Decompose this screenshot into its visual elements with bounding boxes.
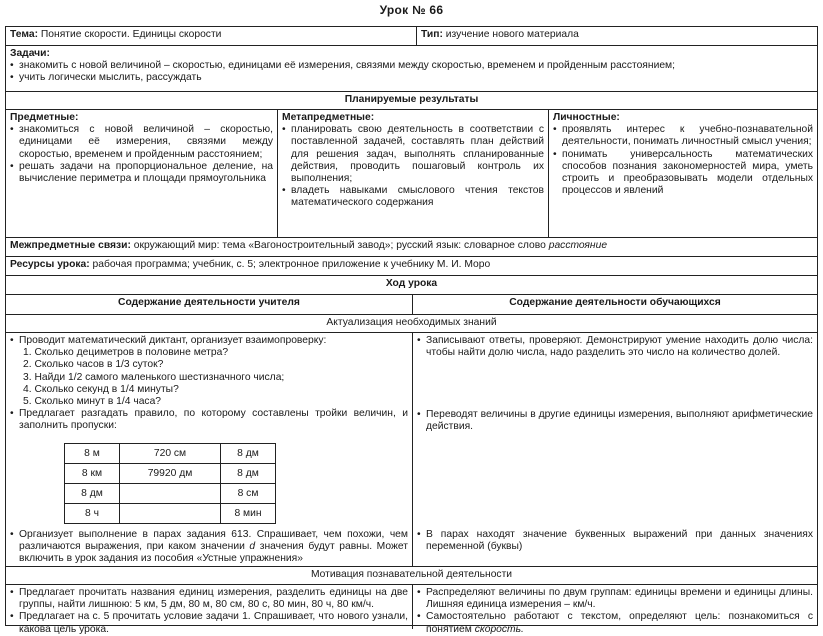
meta-item: • планировать свою деятельность в соответствии с поставленной задачей, составлять план действий для решения задач, выполнять спланированные действия, проводить пошаговый контроль их выполнения; (282, 124, 544, 185)
lesson-title: Урок № 66 (379, 3, 444, 17)
stage1-heading-row (6, 315, 817, 333)
type-value: изучение нового материала (445, 29, 579, 40)
table-cell: 8 дм (221, 464, 276, 484)
student-column-header: Содержание деятельности обучающихся (412, 295, 817, 314)
meta-label: Метапредметные: (282, 112, 375, 123)
table-cell: 8 м (65, 444, 120, 464)
student-activity: • Записывают ответы, проверяют. Демонстрируют умение находить долю числа: чтобы найти долю числа, надо разделить это число на количество долей. (417, 335, 813, 359)
planned-results-heading: Планируемые результаты (344, 94, 479, 105)
student-activity: • Самостоятельно работают с текстом, определяют цель: познакомиться с понятием скорость. (417, 611, 813, 635)
resources-row (6, 257, 817, 276)
lesson-flow-heading: Ход урока (385, 278, 438, 289)
interdisciplinary-word: расстояние (548, 240, 608, 251)
resources-label: Ресурсы урока: (10, 259, 90, 270)
value-triples-table (64, 443, 276, 524)
personal-item: • проявлять интерес к учебно-познавательной деятельности, понимать личностный смысл учения; (553, 124, 813, 148)
table-row (65, 444, 276, 464)
subject-item: • знакомиться с новой величиной – скоростью, единицами её измерения, связями между скоростью, временем и пройденным расстоянием; (10, 124, 273, 161)
subject-results (6, 110, 277, 237)
dictation-question: 1. Сколько дециметров в половине метра? (23, 347, 229, 359)
table-cell (120, 484, 221, 504)
table-row (65, 504, 276, 524)
table-cell: 720 см (120, 444, 221, 464)
activity-columns-header (6, 295, 817, 315)
meta-item: • владеть навыками смыслового чтения текстов математического содержания (282, 185, 544, 209)
dictation-questions (10, 347, 408, 408)
table-row (65, 484, 276, 504)
student-activity: • В парах находят значение буквенных выражений при данных значениях переменной (буквы) (417, 529, 813, 553)
interdisciplinary-row (6, 238, 817, 257)
stage2-student (412, 585, 817, 635)
task-item: • знакомить с новой величиной – скоростью, единицами её измерения, связями между скоростью, временем и пройденным расстоянием; (10, 60, 813, 72)
teacher-dictation: • Проводит математический диктант, организует взаимопроверку: (10, 335, 408, 347)
table-cell: 8 мин (221, 504, 276, 524)
dictation-question: 4. Сколько секунд в 1/4 минуты? (23, 383, 179, 395)
table-cell: 8 ч (65, 504, 120, 524)
meta-results (277, 110, 548, 237)
interdisciplinary-label: Межпредметные связи: (10, 240, 131, 251)
dictation-question: 3. Найди 1/2 самого маленького шестизначного числа; (23, 371, 285, 383)
teacher-activity: • Предлагает прочитать названия единиц измерения, разделить единицы на две группы, найти лишнюю: 5 км, 5 дм, 80 м, 80 см, 80 с, 80 мин, 80 ч, 80 км/ч. (10, 587, 408, 611)
teacher-activity: • Предлагает на с. 5 прочитать условие задачи 1. Спрашивает, что нового узнали, какова цель урока. (10, 611, 408, 635)
personal-item: • понимать универсальность математических способов познания закономерностей мира, уметь строить и преобразовывать модели отдельных процессов и явлений (553, 149, 813, 198)
tasks-row (6, 46, 817, 92)
task-item: • учить логически мыслить, рассуждать (10, 72, 813, 84)
student-activity: • Переводят величины в другие единицы измерения, выполняют арифметические действия. (417, 409, 813, 433)
table-cell: 8 дм (65, 484, 120, 504)
interdisciplinary-value: окружающий мир: тема «Вагоностроительный завод»; русский язык: словарное слово (133, 240, 546, 251)
stage1-student (412, 333, 817, 566)
table-cell: 8 см (221, 484, 276, 504)
stage2-heading-row (6, 567, 817, 585)
type-label: Тип: (421, 29, 443, 40)
teacher-column-header: Содержание деятельности учителя (118, 297, 300, 308)
table-cell: 8 км (65, 464, 120, 484)
stage2-teacher (6, 585, 412, 635)
dictation-question: 2. Сколько часов в 1/3 суток? (23, 359, 164, 371)
lesson-plan-table (5, 26, 818, 635)
table-row (65, 464, 276, 484)
tasks-label: Задачи: (10, 48, 50, 59)
stage1-heading: Актуализация необходимых знаний (326, 317, 497, 328)
subject-item: • решать задачи на пропорциональное деление, на вычисление периметра и площади прямоугольника (10, 161, 273, 185)
planned-results-heading-row (6, 92, 817, 110)
subject-label: Предметные: (10, 112, 79, 123)
lesson-flow-heading-row (6, 276, 817, 295)
teacher-rule-task: • Предлагает разгадать правило, по которому составлены тройки величин, и заполнить пропуски: (10, 408, 408, 432)
stage2-content-row (6, 585, 817, 635)
personal-results (548, 110, 817, 237)
student-activity: • Распределяют величины по двум группам: единицы времени и единицы длины. Лишняя единица измерения – км/ч. (417, 587, 813, 611)
dictation-question: 5. Сколько минут в 1/4 часа? (23, 396, 162, 408)
resources-value: рабочая программа; учебник, с. 5; электронное приложение к учебнику М. И. Моро (92, 259, 491, 270)
topic-label: Тема: (10, 29, 39, 40)
table-cell (120, 504, 221, 524)
table-cell: 79920 дм (120, 464, 221, 484)
table-cell: 8 дм (221, 444, 276, 464)
personal-label: Личностные: (553, 112, 620, 123)
topic-row (6, 27, 817, 46)
topic-value: Понятие скорости. Единицы скорости (40, 29, 222, 40)
planned-results-row (6, 110, 817, 238)
teacher-pairs-task: • Организует выполнение в парах задания 613. Спрашивает, чем похожи, чем различаются выражения, при каком значении d значения будут равны. Может включить в урок задания из пособия «Устные упражнения» (10, 529, 408, 566)
stage2-heading: Мотивация познавательной деятельности (310, 569, 513, 580)
stage1-content-row (6, 333, 817, 567)
